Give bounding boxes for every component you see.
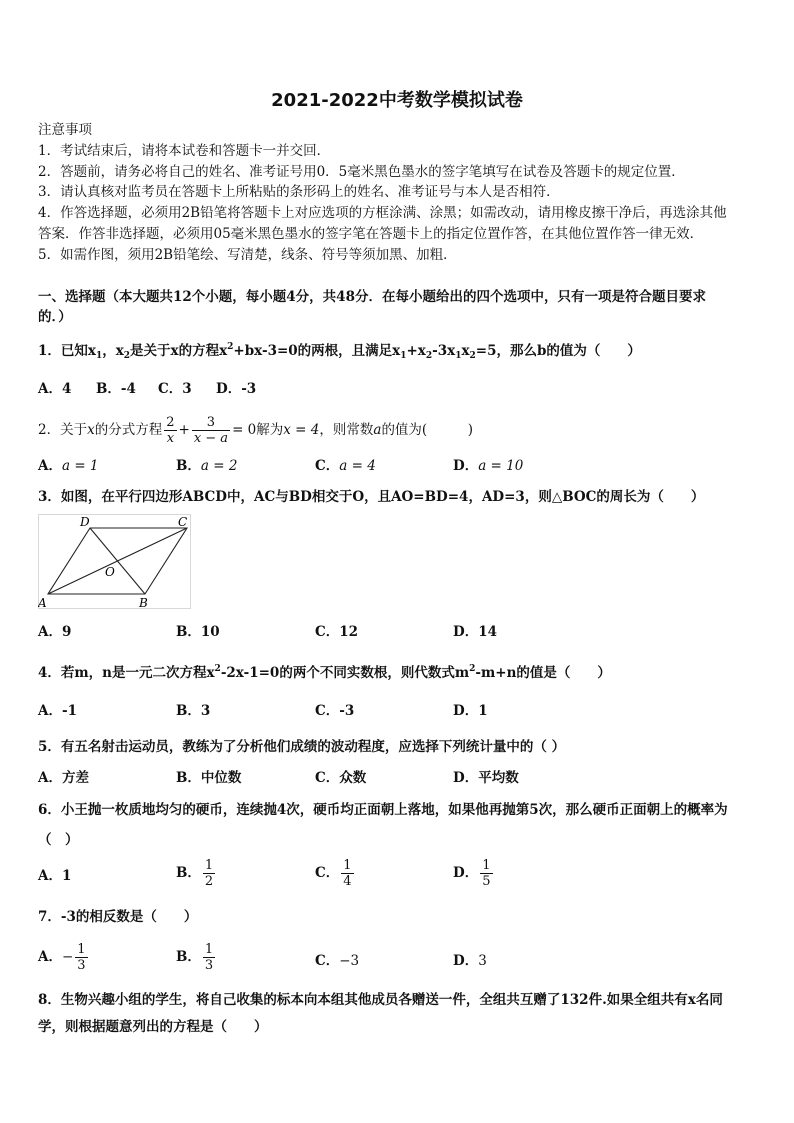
q7-option-c: [315, 951, 359, 971]
q5-option-b: B．中位数: [176, 770, 242, 786]
q4-text: -m+n的值是（ ）: [475, 665, 611, 681]
q7-minus: −: [61, 949, 74, 965]
q1-text: 1．已知x: [38, 343, 96, 359]
point-label-b: B: [139, 596, 148, 610]
q3-option-d: D．14: [453, 624, 497, 640]
notice-item-1: 1．考试结束后，请将本试卷和答题卡一并交回．: [38, 143, 331, 159]
q7-denominator: 3: [204, 958, 214, 973]
q2-option-value: a = 4: [339, 458, 376, 474]
q4-option-a: A．-1: [38, 703, 77, 719]
q2-op: +: [178, 422, 190, 438]
q6-denominator: 4: [343, 874, 352, 889]
q1-text: 是关于x的方程x: [130, 343, 228, 359]
q7-numerator: 1: [204, 942, 214, 957]
q7-denominator: 3: [77, 958, 86, 973]
q2-option-label: C．: [315, 458, 340, 474]
q2-op: = 0: [232, 422, 257, 438]
q6-fraction: [480, 858, 492, 889]
q6-fraction: [203, 858, 215, 889]
q1-sub: 1: [455, 351, 462, 361]
q6-option-c: [315, 858, 356, 889]
q7-option-label: A．: [38, 949, 62, 965]
q6-option-label: B．: [176, 865, 201, 881]
q2-option-value: a = 10: [478, 458, 524, 474]
q1-option-d: D．-3: [216, 381, 257, 397]
question-6-cont: （ ）: [38, 832, 79, 848]
question-3: 3．如图，在平行四边形ABCD中，AC与BD相交于O，且AO=BD=4，AD=3，则△BOC的周长为（ ）: [38, 489, 705, 505]
q2-numerator: 3: [192, 415, 230, 431]
q2-text: 的值为( ): [381, 422, 473, 438]
q2-numerator: 2: [166, 415, 175, 430]
q6-option-label: D．: [453, 865, 479, 881]
q6-option-a: A．1: [38, 868, 72, 884]
q1-sub: 2: [425, 351, 433, 361]
q7-fraction: [203, 942, 215, 973]
point-label-o: O: [105, 565, 115, 579]
q4-option-c: C．-3: [315, 703, 355, 719]
q6-numerator: 1: [204, 858, 214, 873]
q7-option-value: −3: [339, 953, 360, 969]
q6-numerator: 1: [343, 858, 352, 873]
q1-text: =5，那么b的值为（ ）: [475, 343, 641, 359]
q1-text: ，x: [102, 343, 124, 359]
q1-option-a: A．4: [38, 381, 72, 397]
q2-fraction-2: [192, 415, 230, 446]
q1-text: +bx-3=0的两根，且满足x: [233, 343, 401, 359]
question-6: 6．小王抛一枚质地均匀的硬币，连续抛4次，硬币均正面朝上落地，如果他再抛第5次，那么硬币正面朝上的概率为: [38, 802, 728, 818]
q7-option-b: [176, 942, 217, 973]
point-label-d: D: [80, 515, 90, 529]
q7-option-a: [38, 942, 90, 973]
q7-option-label: C．: [315, 953, 340, 969]
question-4: [38, 659, 758, 683]
parallelogram-diagram: [38, 514, 194, 610]
q2-option-b: [176, 456, 237, 476]
q7-option-label: D．: [453, 953, 479, 969]
question-5: 5．有五名射击运动员，教练为了分析他们成绩的波动程度，应选择下列统计量中的（ ）: [38, 739, 566, 755]
question-8: 8．生物兴趣小组的学生，将自己收集的标本向本组其他成员各赠送一件，全组共互赠了132件.如果全组共有x名同: [38, 992, 723, 1008]
q2-text: 2．关于: [38, 422, 88, 438]
q4-option-b: B．3: [176, 703, 211, 719]
q1-sub: 1: [95, 351, 103, 361]
q7-numerator: 1: [77, 942, 86, 957]
q1-sup: 2: [227, 342, 234, 352]
q4-sup: 2: [214, 664, 221, 674]
q7-option-value: 3: [478, 953, 487, 969]
q3-option-c: C．12: [315, 624, 359, 640]
q2-text: 的分式方程: [94, 422, 163, 438]
q1-sub: 2: [469, 351, 476, 361]
q6-numerator: 1: [482, 858, 491, 873]
q1-option-b: B．-4: [96, 381, 136, 397]
q3-option-b: B．10: [176, 624, 220, 640]
q2-solution: x = 4: [283, 422, 320, 438]
q1-sub: 1: [400, 351, 407, 361]
q1-text: -3x: [432, 343, 456, 359]
q2-option-c: [315, 456, 376, 476]
question-1: [38, 337, 758, 366]
q2-option-d: [453, 456, 523, 476]
section-heading-cont: 的．）: [38, 309, 72, 325]
q4-text: -2x-1=0的两个不同实数根，则代数式m: [220, 665, 470, 681]
q1-option-c: C．3: [158, 381, 192, 397]
q1-text: +x: [406, 343, 426, 359]
q2-denominator: x − a: [193, 431, 229, 446]
q6-denominator: 2: [204, 874, 214, 889]
q2-option-value: a = 1: [61, 458, 99, 474]
q2-fraction-1: [164, 415, 176, 446]
q2-option-a: [38, 456, 99, 476]
q2-var: a: [373, 422, 382, 438]
point-label-a: A: [38, 596, 47, 610]
q6-fraction: [341, 858, 353, 889]
q3-option-a: A．9: [38, 624, 72, 640]
q2-option-label: B．: [176, 458, 201, 474]
q7-option-d: [453, 951, 487, 971]
question-7: 7．-3的相反数是（ ）: [38, 909, 198, 925]
q7-fraction: [75, 942, 87, 973]
q4-option-d: D．1: [453, 703, 488, 719]
q5-option-d: D．平均数: [453, 770, 519, 786]
question-8-cont: 学，则根据题意列出的方程是（ ）: [38, 1019, 268, 1035]
point-label-c: C: [178, 515, 188, 529]
q6-option-b: [176, 858, 217, 889]
q2-option-label: A．: [38, 458, 62, 474]
q2-var: x: [87, 422, 95, 438]
q1-text: x: [461, 343, 470, 359]
section-heading: 一、选择题（本大题共12个小题，每小题4分，共48分．在每小题给出的四个选项中，只有一项是符合题目要求: [38, 289, 706, 305]
q4-text: 4．若m，n是一元二次方程x: [38, 665, 215, 681]
q6-option-d: [453, 858, 495, 889]
q2-denominator: x: [166, 431, 175, 446]
notice-item-5: 5．如需作图，须用2B铅笔绘、写清楚，线条、符号等须加黑、加粗．: [38, 247, 457, 263]
q1-sub: 2: [123, 351, 131, 361]
q2-option-value: a = 2: [200, 458, 238, 474]
notice-heading: 注意事项: [38, 122, 92, 138]
q6-denominator: 5: [482, 874, 491, 889]
q2-text: ，则常数: [319, 422, 374, 438]
q5-option-c: C．众数: [315, 770, 367, 786]
notice-item-4: 4．作答选择题，必须用2B铅笔将答题卡上对应选项的方框涂满、涂黑；如需改动，请用橡皮擦干净后，再选涂其他: [38, 205, 727, 221]
q4-sup: 2: [469, 664, 476, 674]
q7-option-label: B．: [176, 949, 201, 965]
notice-item-4-cont: 答案．作答非选择题，必须用05毫米黑色墨水的签字笔在答题卡上的指定位置作答，在其他位置作答一律无效．: [38, 226, 704, 242]
q2-text: 解为: [256, 422, 284, 438]
q5-option-a: A．方差: [38, 770, 89, 786]
q2-option-label: D．: [453, 458, 479, 474]
q6-option-label: C．: [315, 865, 340, 881]
page-title: 2021-2022中考数学模拟试卷: [271, 90, 523, 111]
question-2: [38, 412, 758, 448]
notice-item-2: 2．答题前，请务必将自己的姓名、准考证号用0．5毫米黑色墨水的签字笔填写在试卷及答题卡的规定位置．: [38, 164, 685, 180]
diagonal-bd: [90, 528, 145, 594]
notice-item-3: 3．请认真核对监考员在答题卡上所粘贴的条形码上的姓名、准考证号与本人是否相符．: [38, 184, 560, 200]
